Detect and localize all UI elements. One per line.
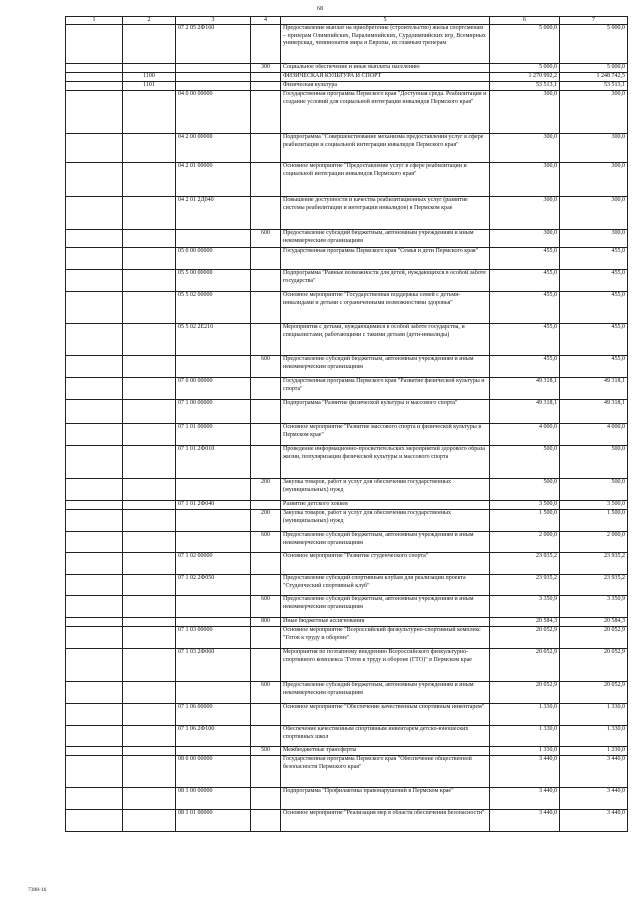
description-cell: Предоставление субсидий бюджетным, автономным учреждениям и иным некоммерческим организациям: [281, 596, 490, 618]
description-cell: Межбюджетные трансферты: [281, 747, 490, 756]
table-row: [66, 810, 628, 832]
amount-2018-cell: 455,0: [560, 356, 628, 378]
amount-2018-cell: 20 052,9: [560, 682, 628, 704]
target-article-cell: 05 5 00 00000: [176, 270, 251, 292]
section-cell: [66, 197, 123, 230]
table-row: [66, 501, 628, 510]
subsection-cell: [123, 197, 176, 230]
table-row: [66, 704, 628, 726]
section-cell: [66, 682, 123, 704]
amount-2018-cell: 300,0: [560, 230, 628, 248]
amount-2017-cell: 23 935,2: [490, 553, 560, 575]
footer-code: 7308-16: [28, 887, 47, 893]
expense-type-cell: [251, 810, 281, 832]
header-cell: 1: [66, 17, 123, 25]
subsection-cell: [123, 747, 176, 756]
expense-type-cell: [251, 73, 281, 82]
subsection-cell: [123, 446, 176, 479]
target-article-cell: 05 5 02 2Е210: [176, 324, 251, 356]
description-cell: Основное мероприятие "Развитие студенческого спорта": [281, 553, 490, 575]
target-article-cell: [176, 230, 251, 248]
expense-type-cell: [251, 378, 281, 400]
table-row: [66, 596, 628, 618]
amount-2018-cell: 3 350,9: [560, 596, 628, 618]
description-cell: Основное мероприятие "Развитие массового спорта и физической культуры в Пермском крае": [281, 424, 490, 446]
table-row: [66, 134, 628, 163]
amount-2017-cell: 300,0: [490, 91, 560, 134]
expense-type-cell: [251, 163, 281, 197]
section-cell: [66, 704, 123, 726]
expense-type-cell: [251, 726, 281, 747]
section-cell: [66, 163, 123, 197]
amount-2017-cell: 3 440,0: [490, 810, 560, 832]
amount-2017-cell: 300,0: [490, 230, 560, 248]
target-article-cell: [176, 596, 251, 618]
expense-type-cell: [251, 756, 281, 788]
target-article-cell: 08 1 00 00000: [176, 788, 251, 810]
expense-type-cell: [251, 400, 281, 424]
table-row: [66, 682, 628, 704]
amount-2017-cell: 3 440,0: [490, 788, 560, 810]
subsection-cell: [123, 324, 176, 356]
table-row: [66, 230, 628, 248]
subsection-cell: [123, 704, 176, 726]
description-cell: Основное мероприятие "Всероссийский физкультурно-спортивный комплекс "Готов к труду и обороне": [281, 627, 490, 649]
target-article-cell: [176, 618, 251, 627]
target-article-cell: [176, 479, 251, 501]
amount-2017-cell: 5 000,0: [490, 64, 560, 73]
table-row: [66, 356, 628, 378]
description-cell: Иные бюджетные ассигнования: [281, 618, 490, 627]
subsection-cell: [123, 788, 176, 810]
target-article-cell: 04 0 00 00000: [176, 91, 251, 134]
target-article-cell: 07 1 06 00000: [176, 704, 251, 726]
section-cell: [66, 627, 123, 649]
description-cell: Подпрограмма "Профилактика правонарушений в Пермском крае": [281, 788, 490, 810]
table-row: [66, 248, 628, 270]
section-cell: [66, 248, 123, 270]
amount-2017-cell: 20 584,3: [490, 618, 560, 627]
amount-2018-cell: 3 440,0: [560, 810, 628, 832]
target-article-cell: [176, 82, 251, 91]
description-cell: Основное мероприятие "Обеспечение качественным спортивным инвентарем": [281, 704, 490, 726]
table-row: [66, 788, 628, 810]
amount-2018-cell: 500,0: [560, 446, 628, 479]
section-cell: [66, 356, 123, 378]
table-row: [66, 747, 628, 756]
target-article-cell: 07 1 02 00000: [176, 553, 251, 575]
amount-2017-cell: 300,0: [490, 163, 560, 197]
amount-2017-cell: 455,0: [490, 248, 560, 270]
subsection-cell: [123, 91, 176, 134]
subsection-cell: [123, 575, 176, 596]
section-cell: [66, 292, 123, 324]
expense-type-cell: 600: [251, 682, 281, 704]
table-row: [66, 618, 628, 627]
table-row: [66, 163, 628, 197]
amount-2018-cell: 3 440,0: [560, 788, 628, 810]
table-row: [66, 82, 628, 91]
description-cell: Повышение доступности и качества реабилитационных услуг (развитие системы реабилитации и интеграции инвалидов) в Пермском крае: [281, 197, 490, 230]
table-row: [66, 575, 628, 596]
subsection-cell: 1101: [123, 82, 176, 91]
description-cell: Мероприятия по поэтапному внедрению Всероссийского физкультурно-спортивного комплекса "Готов к труду и обороне (ГТО)" в Пермском крае: [281, 649, 490, 682]
description-cell: Предоставление субсидий спортивным клубам для реализации проекта "Студенческий спортивный клуб": [281, 575, 490, 596]
description-cell: Предоставление субсидий бюджетным, автономным учреждениям и иным некоммерческим организациям: [281, 230, 490, 248]
amount-2018-cell: 49 318,1: [560, 400, 628, 424]
subsection-cell: [123, 479, 176, 501]
section-cell: [66, 424, 123, 446]
amount-2017-cell: 53 513,1: [490, 82, 560, 91]
subsection-cell: [123, 424, 176, 446]
description-cell: Мероприятия с детьми, нуждающимися в особой заботе государства, и специалистами, работающими с такими детьми (дети-инвалиды): [281, 324, 490, 356]
target-article-cell: [176, 73, 251, 82]
target-article-cell: 07 1 01 2Ф010: [176, 446, 251, 479]
amount-2018-cell: 300,0: [560, 197, 628, 230]
table-row: [66, 378, 628, 400]
target-article-cell: 07 1 00 00000: [176, 400, 251, 424]
header-cell: 6: [490, 17, 560, 25]
amount-2018-cell: 5 000,0: [560, 25, 628, 64]
expense-type-cell: 600: [251, 532, 281, 553]
subsection-cell: [123, 400, 176, 424]
section-cell: [66, 479, 123, 501]
expense-type-cell: 300: [251, 64, 281, 73]
description-cell: Основное мероприятие "Реализация мер в области обеспечения безопасности": [281, 810, 490, 832]
table-row: [66, 400, 628, 424]
amount-2018-cell: 3 440,0: [560, 756, 628, 788]
target-article-cell: 08 1 01 00000: [176, 810, 251, 832]
target-article-cell: 07 0 00 00000: [176, 378, 251, 400]
amount-2017-cell: 4 000,0: [490, 424, 560, 446]
target-article-cell: 04 2 01 2Д040: [176, 197, 251, 230]
section-cell: [66, 756, 123, 788]
amount-2017-cell: 300,0: [490, 197, 560, 230]
amount-2018-cell: 1 330,0: [560, 704, 628, 726]
target-article-cell: [176, 64, 251, 73]
target-article-cell: 07 1 03 00000: [176, 627, 251, 649]
description-cell: Предоставление субсидий бюджетным, автономным учреждениям и иным некоммерческим организациям: [281, 532, 490, 553]
table-row: [66, 73, 628, 82]
subsection-cell: [123, 596, 176, 618]
description-cell: Проведение информационно-просветительских мероприятий здорового образа жизни, популяризации физической культуры и массового спорта: [281, 446, 490, 479]
target-article-cell: [176, 532, 251, 553]
amount-2018-cell: 2 000,0: [560, 532, 628, 553]
section-cell: [66, 747, 123, 756]
expense-type-cell: 200: [251, 510, 281, 532]
description-cell: Закупка товаров, работ и услуг для обеспечения государственных (муниципальных) нужд: [281, 479, 490, 501]
amount-2018-cell: 20 584,3: [560, 618, 628, 627]
subsection-cell: [123, 25, 176, 64]
amount-2018-cell: 20 052,9: [560, 649, 628, 682]
target-article-cell: 05 0 00 00000: [176, 248, 251, 270]
description-cell: Предоставление субсидий бюджетным, автономным учреждениям и иным некоммерческим организациям: [281, 682, 490, 704]
expense-type-cell: [251, 501, 281, 510]
expense-type-cell: 600: [251, 596, 281, 618]
section-cell: [66, 82, 123, 91]
table-row: [66, 553, 628, 575]
description-cell: Развитие детского хоккея: [281, 501, 490, 510]
description-cell: Подпрограмма "Равные возможности для детей, нуждающихся в особой заботе государства": [281, 270, 490, 292]
section-cell: [66, 618, 123, 627]
target-article-cell: [176, 682, 251, 704]
header-cell: 2: [123, 17, 176, 25]
target-article-cell: 07 1 01 2Ф040: [176, 501, 251, 510]
subsection-cell: [123, 356, 176, 378]
target-article-cell: 05 5 02 00000: [176, 292, 251, 324]
section-cell: [66, 788, 123, 810]
expense-type-cell: 600: [251, 356, 281, 378]
amount-2018-cell: 300,0: [560, 91, 628, 134]
table-row: [66, 424, 628, 446]
target-article-cell: 04 2 00 00000: [176, 134, 251, 163]
subsection-cell: [123, 64, 176, 73]
header-cell: 3: [176, 17, 251, 25]
header-cell: 4: [251, 17, 281, 25]
subsection-cell: [123, 134, 176, 163]
section-cell: [66, 726, 123, 747]
table-row: [66, 532, 628, 553]
expense-type-cell: [251, 788, 281, 810]
amount-2017-cell: 3 350,9: [490, 596, 560, 618]
expense-type-cell: [251, 424, 281, 446]
amount-2017-cell: 3 500,0: [490, 501, 560, 510]
amount-2017-cell: 1 330,0: [490, 704, 560, 726]
table-row: [66, 324, 628, 356]
table-row: [66, 25, 628, 64]
expense-type-cell: 500: [251, 747, 281, 756]
section-cell: [66, 324, 123, 356]
table-row: [66, 726, 628, 747]
amount-2018-cell: 4 000,0: [560, 424, 628, 446]
page-number: 68: [317, 6, 323, 12]
target-article-cell: [176, 356, 251, 378]
section-cell: [66, 270, 123, 292]
amount-2017-cell: 20 052,9: [490, 627, 560, 649]
expense-type-cell: [251, 292, 281, 324]
target-article-cell: 07 2 05 2Ф160: [176, 25, 251, 64]
section-cell: [66, 532, 123, 553]
section-cell: [66, 501, 123, 510]
amount-2018-cell: 5 000,0: [560, 64, 628, 73]
amount-2018-cell: 300,0: [560, 134, 628, 163]
subsection-cell: [123, 649, 176, 682]
table-row: [66, 64, 628, 73]
amount-2018-cell: 455,0: [560, 292, 628, 324]
subsection-cell: [123, 230, 176, 248]
amount-2017-cell: 455,0: [490, 292, 560, 324]
expense-type-cell: [251, 91, 281, 134]
target-article-cell: 04 2 01 00000: [176, 163, 251, 197]
subsection-cell: [123, 510, 176, 532]
table-header-row: [66, 17, 628, 25]
amount-2017-cell: 455,0: [490, 324, 560, 356]
subsection-cell: [123, 270, 176, 292]
amount-2017-cell: 1 330,0: [490, 726, 560, 747]
amount-2017-cell: 49 318,1: [490, 378, 560, 400]
table-row: [66, 292, 628, 324]
expense-type-cell: [251, 627, 281, 649]
expense-type-cell: 800: [251, 618, 281, 627]
amount-2018-cell: 455,0: [560, 270, 628, 292]
table-row: [66, 756, 628, 788]
table-row: [66, 91, 628, 134]
amount-2018-cell: 23 935,2: [560, 553, 628, 575]
section-cell: [66, 134, 123, 163]
target-article-cell: 07 1 06 2Ф100: [176, 726, 251, 747]
target-article-cell: [176, 510, 251, 532]
description-cell: Обеспечение качественным спортивным инвентарем детско-юношеских спортивных школ: [281, 726, 490, 747]
description-cell: Основное мероприятие "Государственная поддержка семей с детьми-инвалидами и детьми с ограниченными возможностями здоровья": [281, 292, 490, 324]
expense-type-cell: [251, 25, 281, 64]
subsection-cell: [123, 756, 176, 788]
expense-type-cell: [251, 82, 281, 91]
description-cell: Закупка товаров, работ и услуг для обеспечения государственных (муниципальных) нужд: [281, 510, 490, 532]
table-row: [66, 446, 628, 479]
amount-2017-cell: 500,0: [490, 479, 560, 501]
amount-2018-cell: 300,0: [560, 163, 628, 197]
subsection-cell: [123, 627, 176, 649]
amount-2018-cell: 49 318,1: [560, 378, 628, 400]
amount-2018-cell: 3 500,0: [560, 501, 628, 510]
amount-2018-cell: 1 330,0: [560, 747, 628, 756]
subsection-cell: [123, 810, 176, 832]
section-cell: [66, 400, 123, 424]
subsection-cell: [123, 532, 176, 553]
target-article-cell: 08 0 00 00000: [176, 756, 251, 788]
amount-2017-cell: 2 000,0: [490, 532, 560, 553]
description-cell: Основное мероприятие "Предоставление услуг в сфере реабилитации и социальной интеграции инвалидов Пермского края": [281, 163, 490, 197]
section-cell: [66, 596, 123, 618]
expense-type-cell: [251, 649, 281, 682]
amount-2018-cell: 455,0: [560, 248, 628, 270]
subsection-cell: [123, 682, 176, 704]
amount-2017-cell: 1 330,0: [490, 747, 560, 756]
table-row: [66, 270, 628, 292]
section-cell: [66, 230, 123, 248]
target-article-cell: [176, 747, 251, 756]
expense-type-cell: [251, 446, 281, 479]
section-cell: [66, 649, 123, 682]
target-article-cell: 07 1 02 2Ф050: [176, 575, 251, 596]
description-cell: Государственная программа Пермского края "Развитие физической культуры и спорта": [281, 378, 490, 400]
subsection-cell: [123, 378, 176, 400]
description-cell: Социальное обеспечение и иные выплаты населению: [281, 64, 490, 73]
expense-type-cell: [251, 704, 281, 726]
description-cell: Государственная программа Пермского края "Семья и дети Пермского края": [281, 248, 490, 270]
amount-2018-cell: 1 330,0: [560, 726, 628, 747]
amount-2018-cell: 20 052,9: [560, 627, 628, 649]
amount-2017-cell: 500,0: [490, 446, 560, 479]
description-cell: Предоставление выплат на приобретение (строительство) жилья спортсменам – призерам Олимпийских, Паралимпийских, Сурдлимпийских игр, Всемирных универсиад, чемпионатов мира и Европы, их главным тренерам: [281, 25, 490, 64]
expense-type-cell: [251, 248, 281, 270]
amount-2017-cell: 49 318,1: [490, 400, 560, 424]
amount-2018-cell: 1 500,0: [560, 510, 628, 532]
table-row: [66, 510, 628, 532]
section-cell: [66, 91, 123, 134]
description-cell: Подпрограмма "Совершенствование механизма предоставления услуг в сфере реабилитации и социальной интеграции инвалидов Пермского края": [281, 134, 490, 163]
amount-2017-cell: 455,0: [490, 270, 560, 292]
amount-2018-cell: 1 248 742,5: [560, 73, 628, 82]
expense-type-cell: [251, 575, 281, 596]
expense-type-cell: 200: [251, 479, 281, 501]
description-cell: Предоставление субсидий бюджетным, автономным учреждениям и иным некоммерческим организациям: [281, 356, 490, 378]
section-cell: [66, 73, 123, 82]
amount-2018-cell: 53 513,1: [560, 82, 628, 91]
table-row: [66, 197, 628, 230]
description-cell: Физическая культура: [281, 82, 490, 91]
amount-2017-cell: 20 052,9: [490, 649, 560, 682]
subsection-cell: 1100: [123, 73, 176, 82]
budget-table: [65, 16, 628, 832]
subsection-cell: [123, 726, 176, 747]
section-cell: [66, 553, 123, 575]
table-row: [66, 479, 628, 501]
table-row: [66, 627, 628, 649]
table-row: [66, 649, 628, 682]
amount-2018-cell: 500,0: [560, 479, 628, 501]
expense-type-cell: 600: [251, 230, 281, 248]
amount-2017-cell: 1 500,0: [490, 510, 560, 532]
amount-2017-cell: 1 270 992,2: [490, 73, 560, 82]
amount-2017-cell: 3 440,0: [490, 756, 560, 788]
expense-type-cell: [251, 197, 281, 230]
section-cell: [66, 575, 123, 596]
section-cell: [66, 378, 123, 400]
subsection-cell: [123, 292, 176, 324]
expense-type-cell: [251, 553, 281, 575]
target-article-cell: 07 1 01 00000: [176, 424, 251, 446]
section-cell: [66, 810, 123, 832]
description-cell: Государственная программа Пермского края "Обеспечение общественной безопасности Пермского края": [281, 756, 490, 788]
header-cell: 5: [281, 17, 490, 25]
subsection-cell: [123, 553, 176, 575]
target-article-cell: 07 1 03 2Ф060: [176, 649, 251, 682]
amount-2018-cell: 455,0: [560, 324, 628, 356]
section-cell: [66, 510, 123, 532]
section-cell: [66, 446, 123, 479]
section-cell: [66, 64, 123, 73]
amount-2017-cell: 455,0: [490, 356, 560, 378]
section-cell: [66, 25, 123, 64]
amount-2018-cell: 23 935,2: [560, 575, 628, 596]
description-cell: ФИЗИЧЕСКАЯ КУЛЬТУРА И СПОРТ: [281, 73, 490, 82]
subsection-cell: [123, 501, 176, 510]
header-cell: 7: [560, 17, 628, 25]
amount-2017-cell: 20 052,9: [490, 682, 560, 704]
subsection-cell: [123, 618, 176, 627]
amount-2017-cell: 300,0: [490, 134, 560, 163]
subsection-cell: [123, 163, 176, 197]
expense-type-cell: [251, 324, 281, 356]
expense-type-cell: [251, 134, 281, 163]
description-cell: Подпрограмма "Развитие физической культуры и массового спорта": [281, 400, 490, 424]
amount-2017-cell: 5 000,0: [490, 25, 560, 64]
amount-2017-cell: 23 935,2: [490, 575, 560, 596]
expense-type-cell: [251, 270, 281, 292]
subsection-cell: [123, 248, 176, 270]
description-cell: Государственная программа Пермского края "Доступная среда. Реабилитация и создание условий для социальной интеграции инвалидов Пермского края": [281, 91, 490, 134]
